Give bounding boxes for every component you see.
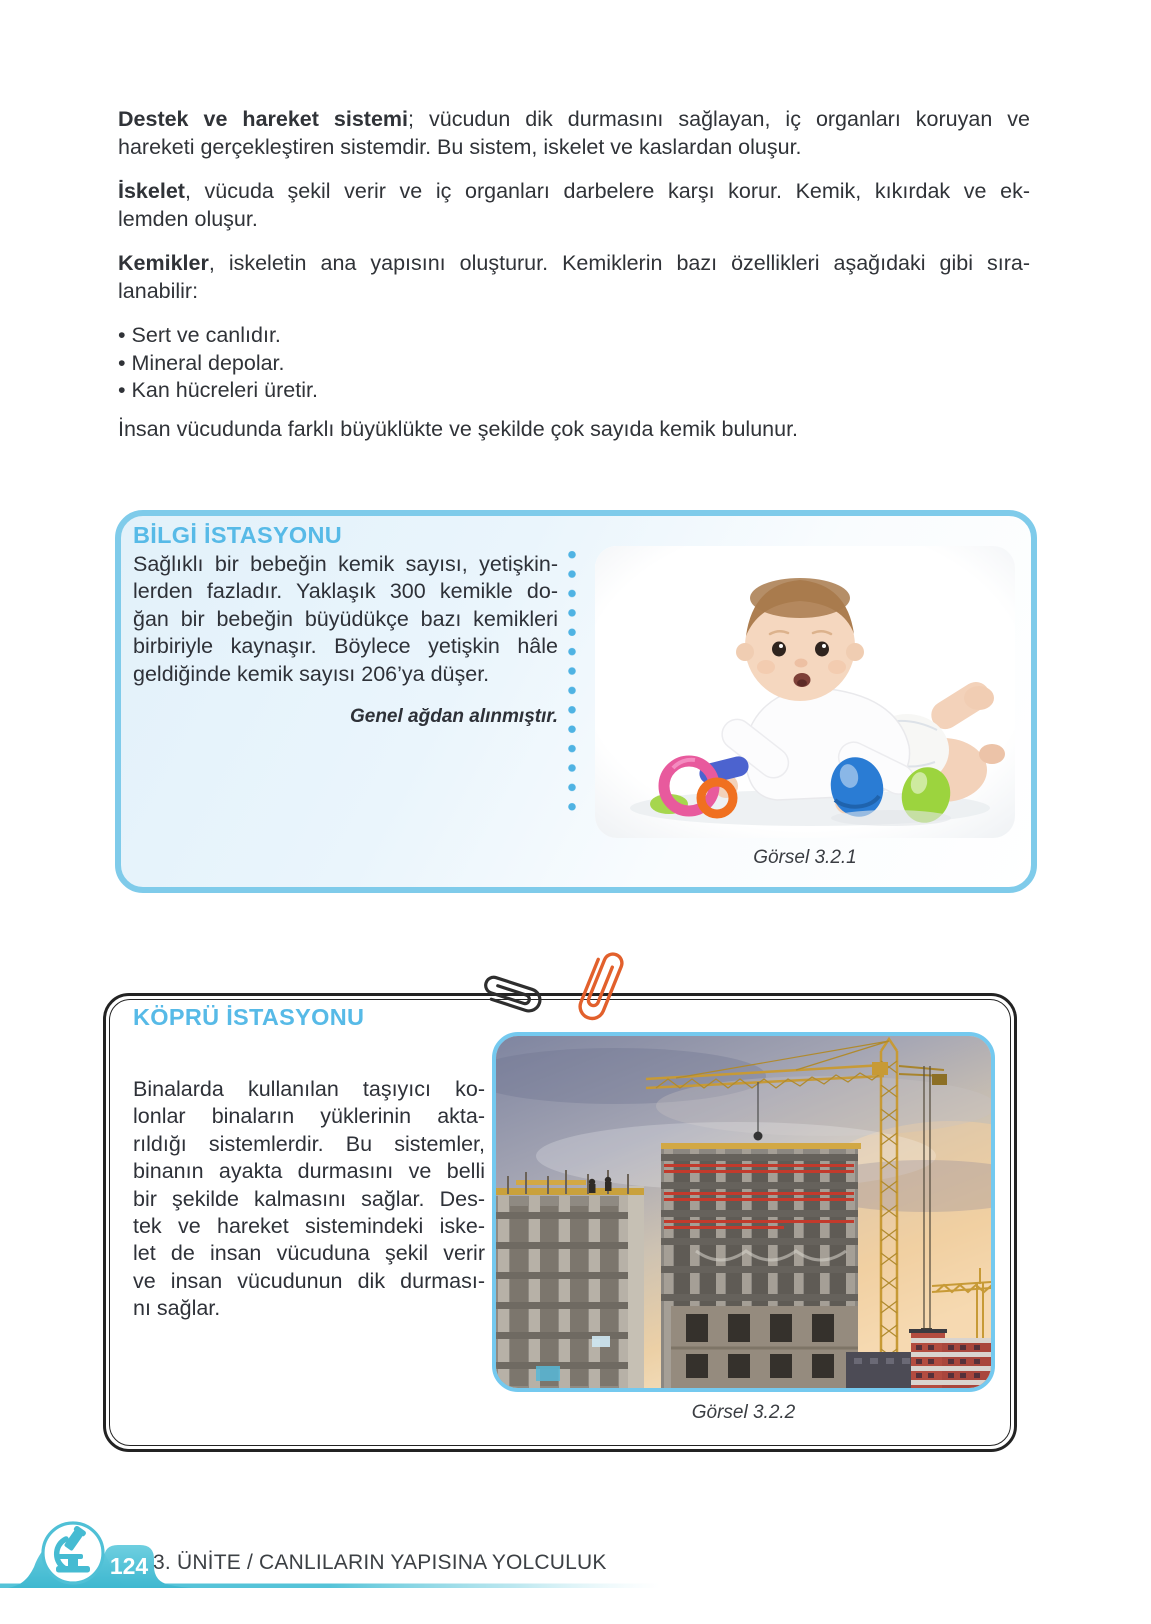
page-number: 124	[109, 1553, 149, 1579]
baby-photo-illustration	[595, 546, 1015, 838]
list-item: • Kan hücreleri üretir.	[118, 377, 1030, 405]
info-station-title: BİLGİ İSTASYONU	[133, 522, 343, 548]
footer-decoration	[0, 1490, 1151, 1610]
paragraph-kemikler: Kemikler, iskeletin ana yapısını oluşturur. Kemiklerin bazı özellikleri aşağıdaki gibi sıra- lanabilir:	[118, 251, 1030, 303]
paragraph-destek: Destek ve hareket sistemi; vücudun dik durmasını sağlayan, iç organları koruyan ve hareketi gerçekleştiren sistemdir. Bu sistem, iskelet ve kaslardan oluşur.	[118, 107, 1030, 159]
list-item: • Sert ve canlıdır.	[118, 322, 1030, 350]
dotted-divider	[567, 545, 577, 817]
microscope-badge	[43, 1523, 103, 1583]
construction-photo	[492, 1032, 995, 1392]
baby-photo	[595, 546, 1015, 838]
intro-text-block	[118, 106, 1030, 460]
construction-photo-illustration	[496, 1036, 991, 1388]
paragraph-closing: İnsan vücudunda farklı büyüklükte ve şekilde çok sayıda kemik bulunur.	[118, 416, 799, 441]
bridge-station-title: KÖPRÜ İSTASYONU	[133, 1004, 365, 1030]
image-caption: Görsel 3.2.1	[753, 847, 857, 868]
footer-unit-title: 3. ÜNİTE / CANLILARIN YAPISINA YOLCULUK	[153, 1551, 607, 1574]
paragraph-iskelet: İskelet, vücuda şekil verir ve iç organları darbelere karşı korur. Kemik, kıkırdak ve ek- lemden oluşur.	[118, 179, 1030, 231]
source-note: Genel ağdan alınmıştır.	[349, 706, 558, 727]
info-station-body: Sağlıklı bir bebeğin kemik sayısı, yetişkin- lerden fazladır. Yaklaşık 300 kemikle do- ğan bir bebeğin büyüdükçe bazı kemikleri birbiriyle kaynaşır. Böylece yetişkin hâle geldiğinde kemik sayısı 206’ya düşer.	[133, 552, 558, 686]
paragraph-lead: İskelet	[118, 179, 185, 203]
bone-properties-list	[118, 322, 1030, 405]
bridge-station-body: Binalarda kullanılan taşıyıcı ko- lonlar binaların yüklerinin akta- rıldığı sistemlerdir. Bu sistemler, binanın ayakta durmasını ve belli bir şekilde kalmasını sağlar. Des- tek ve hareket sistemindeki iske- let de insan vücuduna şekil verir ve insan vücudunun dik durması- nı sağlar.	[133, 1077, 485, 1321]
paragraph-lead: Destek ve hareket sistemi	[118, 107, 409, 131]
image-caption: Görsel 3.2.2	[691, 1402, 796, 1423]
list-item: • Mineral depolar.	[118, 350, 1030, 378]
paragraph-lead: Kemikler	[118, 251, 209, 275]
